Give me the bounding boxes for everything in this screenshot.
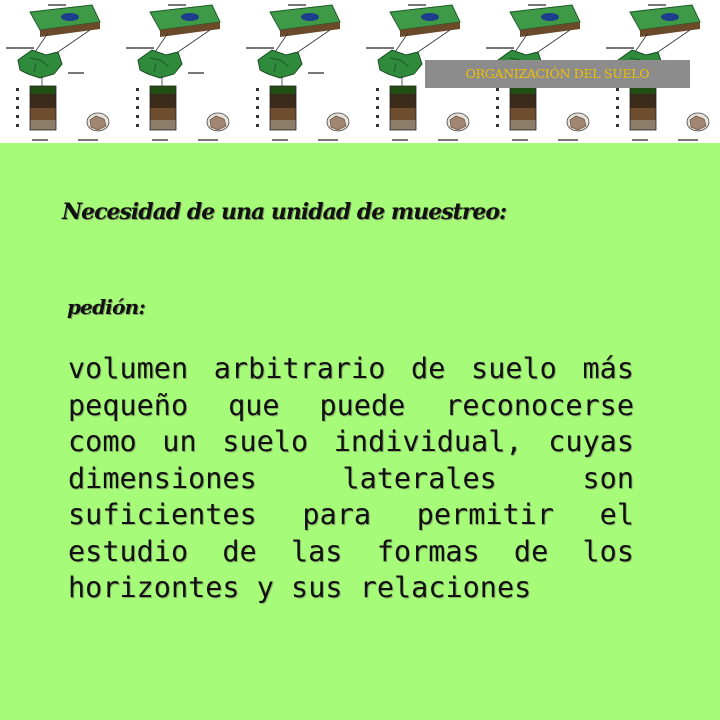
horizon-marker [376, 97, 379, 100]
horizon-c [510, 120, 536, 130]
horizon-marker [496, 97, 499, 100]
caption-mark [288, 4, 306, 6]
horizon-marker [256, 106, 259, 109]
horizon-o [30, 86, 56, 94]
horizon-marker [616, 88, 619, 91]
horizon-a [630, 94, 656, 108]
water-body [301, 13, 319, 21]
caption-mark [512, 139, 528, 141]
header-banner [0, 0, 720, 143]
caption-mark [366, 47, 394, 49]
horizon-marker [16, 115, 19, 118]
water-body [61, 13, 79, 21]
soil-diagram [246, 4, 349, 141]
water-body [181, 13, 199, 21]
horizon-c [150, 120, 176, 130]
horizon-marker [616, 115, 619, 118]
horizon-a [510, 94, 536, 108]
caption-mark [392, 139, 408, 141]
slide-title: ORGANIZACIÓN DEL SUELO [465, 66, 650, 81]
horizon-marker [496, 106, 499, 109]
horizon-marker [376, 106, 379, 109]
definition-text: volumen arbitrario de suelo más pequeño que puede reconocerse como un suelo individual, cuyas dimensiones laterales son suficientes para permitir el estudio de las formas de los horizontes y sus relaciones [68, 352, 634, 604]
horizon-marker [376, 124, 379, 127]
horizon-marker [376, 115, 379, 118]
caption-mark [168, 4, 186, 6]
caption-mark [272, 139, 288, 141]
caption-mark [408, 4, 426, 6]
horizon-b [270, 108, 296, 120]
horizon-marker [256, 88, 259, 91]
caption-mark [68, 72, 84, 74]
content-area [0, 143, 720, 720]
polypedon-shape [18, 50, 62, 78]
caption-mark [558, 139, 578, 141]
caption-mark [126, 47, 154, 49]
horizon-a [30, 94, 56, 108]
horizon-c [630, 120, 656, 130]
water-body [541, 13, 559, 21]
caption-mark [648, 4, 666, 6]
caption-mark [632, 139, 648, 141]
title-bar [425, 60, 690, 88]
horizon-b [30, 108, 56, 120]
horizon-marker [616, 97, 619, 100]
horizon-marker [16, 88, 19, 91]
horizon-marker [136, 106, 139, 109]
caption-mark [48, 4, 66, 6]
horizon-marker [376, 88, 379, 91]
horizon-marker [616, 124, 619, 127]
horizon-marker [136, 115, 139, 118]
water-body [661, 13, 679, 21]
horizon-a [150, 94, 176, 108]
soil-diagram [126, 4, 229, 141]
caption-mark [486, 47, 514, 49]
term-heading: pedión: [67, 295, 145, 319]
polypedon-shape [378, 50, 422, 78]
horizon-o [390, 86, 416, 94]
horizon-c [30, 120, 56, 130]
horizon-marker [136, 124, 139, 127]
horizon-marker [496, 88, 499, 91]
caption-mark [318, 139, 338, 141]
horizon-b [150, 108, 176, 120]
horizon-marker [256, 97, 259, 100]
caption-mark [438, 139, 458, 141]
section-heading: Necesidad de una unidad de muestreo: [62, 199, 507, 225]
horizon-marker [256, 124, 259, 127]
caption-mark [246, 47, 274, 49]
caption-mark [32, 139, 48, 141]
caption-mark [678, 139, 698, 141]
caption-mark [198, 139, 218, 141]
horizon-marker [496, 124, 499, 127]
horizon-marker [256, 115, 259, 118]
horizon-b [510, 108, 536, 120]
soil-diagram [6, 4, 109, 141]
caption-mark [78, 139, 98, 141]
horizon-marker [136, 97, 139, 100]
horizon-marker [16, 124, 19, 127]
horizon-a [390, 94, 416, 108]
horizon-marker [616, 106, 619, 109]
caption-mark [606, 47, 634, 49]
horizon-b [390, 108, 416, 120]
horizon-c [270, 120, 296, 130]
horizon-a [270, 94, 296, 108]
caption-mark [152, 139, 168, 141]
polypedon-shape [138, 50, 182, 78]
horizon-marker [136, 88, 139, 91]
horizon-b [630, 108, 656, 120]
caption-mark [6, 47, 34, 49]
horizon-marker [16, 97, 19, 100]
horizon-marker [496, 115, 499, 118]
horizon-c [390, 120, 416, 130]
caption-mark [308, 72, 324, 74]
horizon-o [270, 86, 296, 94]
polypedon-shape [258, 50, 302, 78]
caption-mark [528, 4, 546, 6]
water-body [421, 13, 439, 21]
horizon-marker [16, 106, 19, 109]
caption-mark [188, 72, 204, 74]
horizon-o [150, 86, 176, 94]
